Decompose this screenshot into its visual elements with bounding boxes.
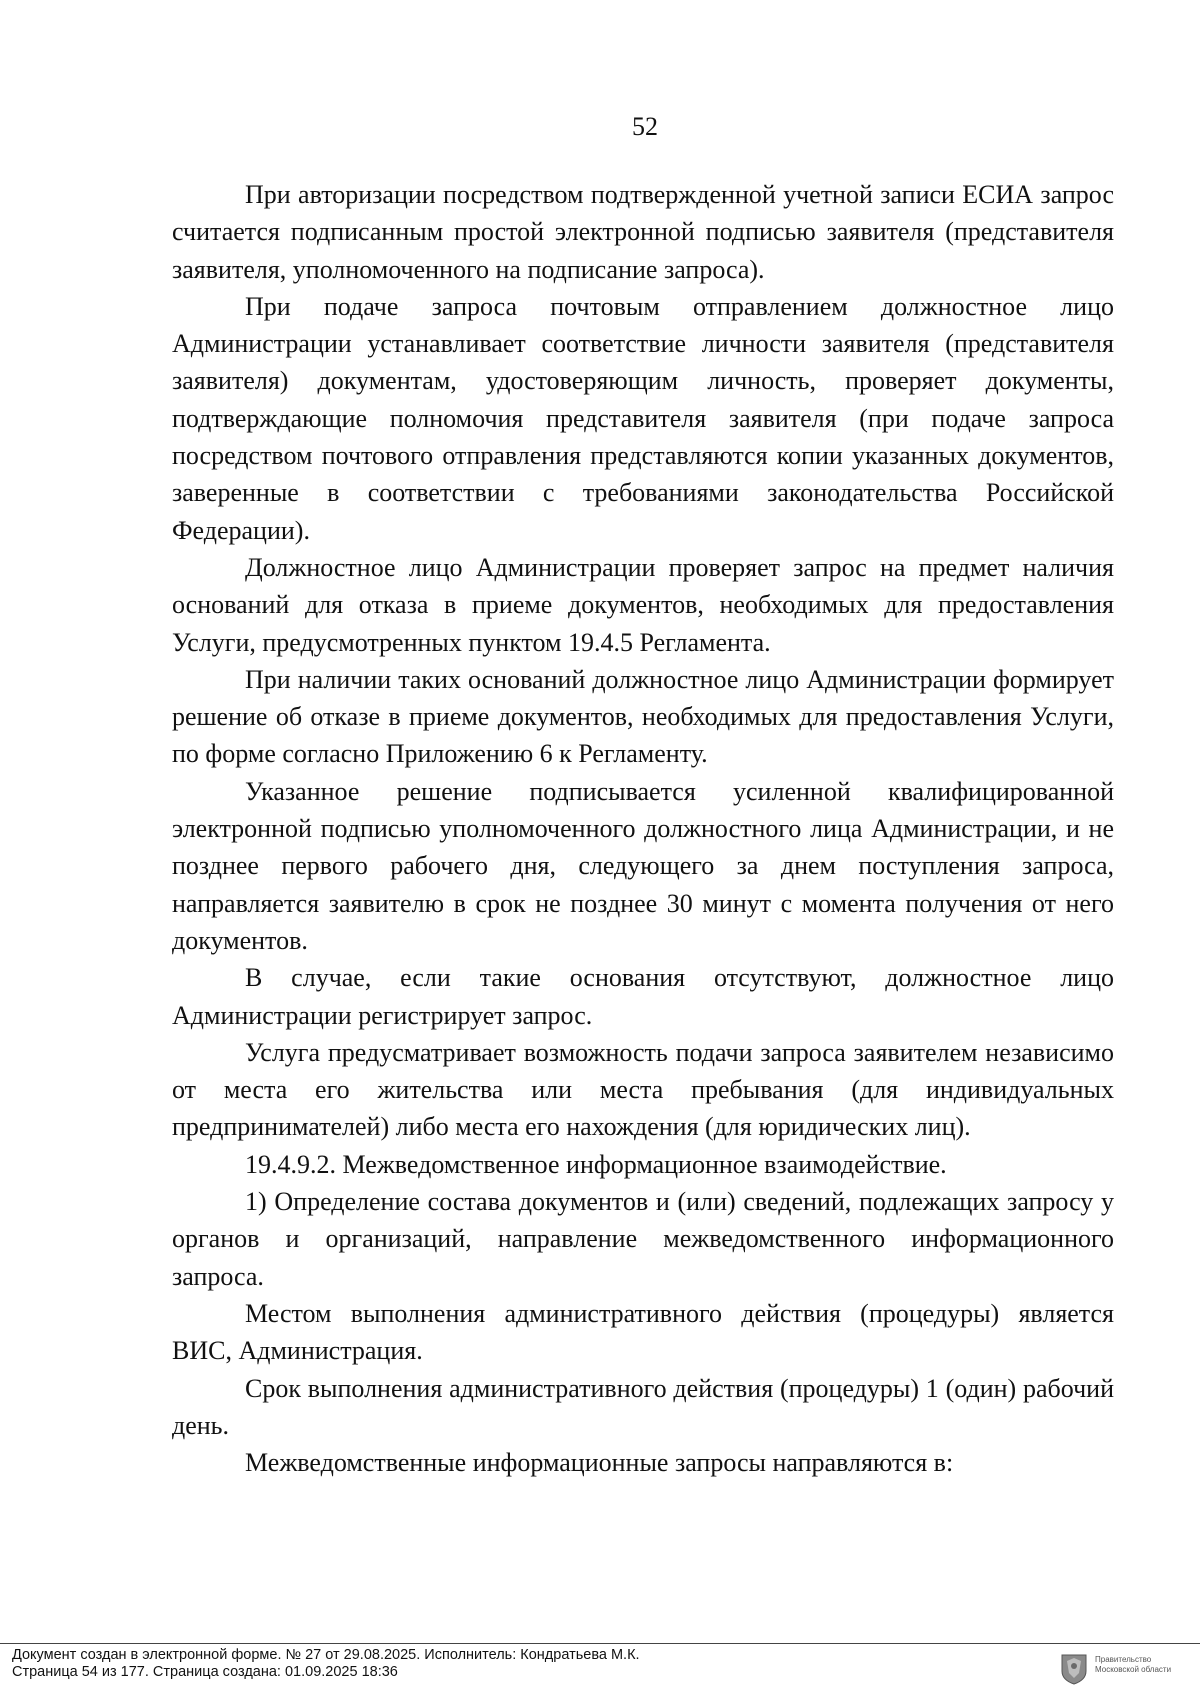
section-heading-19-4-9-2: 19.4.9.2. Межведомственное информационное взаимодействие. [245, 1149, 947, 1179]
page-number: 52 [632, 112, 658, 141]
paragraph-decision-signing: Указанное решение подписывается усиленной квалифицированной электронной подписью уполномоченного должностного лица Администрации, и не позднее первого рабочего дня, следующего за днем поступления запроса, направляется заявителю в срок не позднее 30 минут с момента получения от него документов. [172, 776, 1114, 955]
paragraph-postal-submission: При подаче запроса почтовым отправлением должностное лицо Администрации устанавливает соответствие личности заявителя (представителя заявителя) документам, удостоверяющим личность, проверяет документы, подтверждающие полномочия представителя заявителя (при подаче запроса посредством почтового отправления представляются копии указанных документов, заверенные в соответствии с требованиями законодательства Российской Федерации). [172, 291, 1114, 545]
paragraph-place-of-action: Местом выполнения административного действия (процедуры) является ВИС, Администрация. [172, 1298, 1114, 1366]
document-footer [0, 1643, 1200, 1698]
paragraph-action-deadline: Срок выполнения административного действия (процедуры) 1 (один) рабочий день. [172, 1373, 1114, 1440]
footer-document-info: Документ создан в электронной форме. № 27 от 29.08.2025. Исполнитель: Кондратьева М.К. [12, 1647, 640, 1663]
moscow-oblast-coat-of-arms-icon [1061, 1653, 1087, 1685]
footer-divider [0, 1643, 1200, 1644]
footer-page-info: Страница 54 из 177. Страница создана: 01.09.2025 18:36 [12, 1664, 398, 1680]
paragraph-grounds-check: Должностное лицо Администрации проверяет запрос на предмет наличия оснований для отказа в приеме документов, необходимых для предоставления Услуги, предусмотренных пунктом 19.4.5 Регламента. [172, 552, 1114, 657]
paragraph-registration: В случае, если такие основания отсутствуют, должностное лицо Администрации регистрирует запрос. [172, 963, 1114, 1030]
footer-organization-name: Правительство Московской области [1095, 1655, 1172, 1674]
footer-text [12, 1647, 640, 1681]
document-body [172, 176, 1114, 1481]
paragraph-esia-authorization: При авторизации посредством подтвержденной учетной записи ЕСИА запрос считается подписанным простой электронной подписью заявителя (представителя заявителя, уполномоченного на подписание запроса). [172, 180, 1114, 284]
paragraph-requests-sent-to: Межведомственные информационные запросы направляются в: [245, 1448, 954, 1478]
paragraph-item-1: 1) Определение состава документов и (или) сведений, подлежащих запросу у органов и организаций, направление межведомственного информационного запроса. [172, 1187, 1114, 1291]
paragraph-refusal-decision: При наличии таких оснований должностное лицо Администрации формирует решение об отказе в приеме документов, необходимых для предоставления Услуги, по форме согласно Приложению 6 к Регламенту. [172, 664, 1114, 769]
paragraph-extraterritorial: Услуга предусматривает возможность подачи запроса заявителем независимо от места его жительства или места пребывания (для индивидуальных предпринимателей) либо места его нахождения (для юридических лиц). [172, 1037, 1114, 1142]
